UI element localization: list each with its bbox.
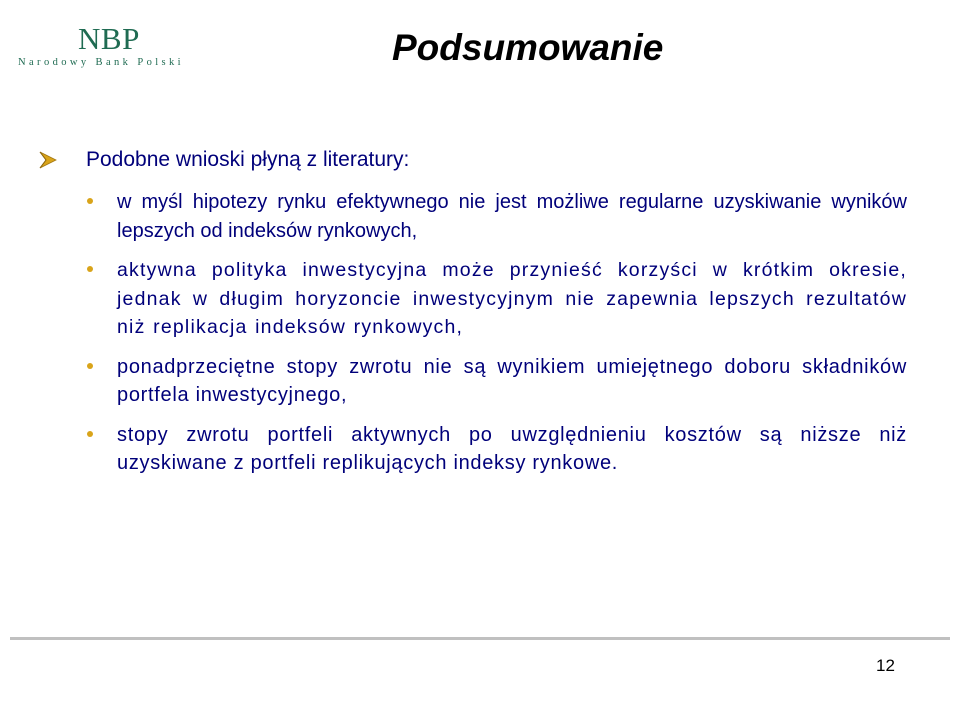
- bullet-item: [87, 421, 907, 478]
- dot-bullet-icon: [87, 363, 93, 369]
- page-number: 12: [876, 656, 895, 675]
- bullet-list: [87, 188, 907, 489]
- main-point: [38, 146, 918, 176]
- bullet-item: [87, 353, 907, 410]
- nbp-logo: [18, 22, 188, 72]
- main-point-text: Podobne wnioski płyną z literatury:: [86, 148, 410, 171]
- arrow-bullet-icon: [38, 150, 58, 170]
- dot-bullet-icon: [87, 266, 93, 272]
- footer-divider: [10, 637, 950, 640]
- bullet-text: w myśl hipotezy rynku efektywnego nie jest możliwe regularne uzyskiwanie wyników lepszych od indeksów rynkowych,: [117, 191, 907, 242]
- bullet-item: [87, 256, 907, 342]
- dot-bullet-icon: [87, 431, 93, 437]
- slide-title: Podsumowanie: [392, 27, 664, 68]
- bullet-text: aktywna polityka inwestycyjna może przynieść korzyści w krótkim okresie, jednak w długim horyzoncie inwestycyjnym nie zapewnia lepszych rezultatów niż replikacja indeksów rynkowych,: [117, 259, 907, 338]
- bullet-item: [87, 188, 907, 245]
- bullet-text: ponadprzeciętne stopy zwrotu nie są wynikiem umiejętnego doboru składników portfela inwestycyjnego,: [117, 355, 907, 406]
- dot-bullet-icon: [87, 198, 93, 204]
- bullet-text: stopy zwrotu portfeli aktywnych po uwzględnieniu kosztów są niższe niż uzyskiwane z portfeli replikujących indeksy rynkowe.: [117, 423, 907, 474]
- logo-subtitle: Narodowy Bank Polski: [18, 57, 184, 68]
- logo-mark: NBP: [78, 21, 140, 56]
